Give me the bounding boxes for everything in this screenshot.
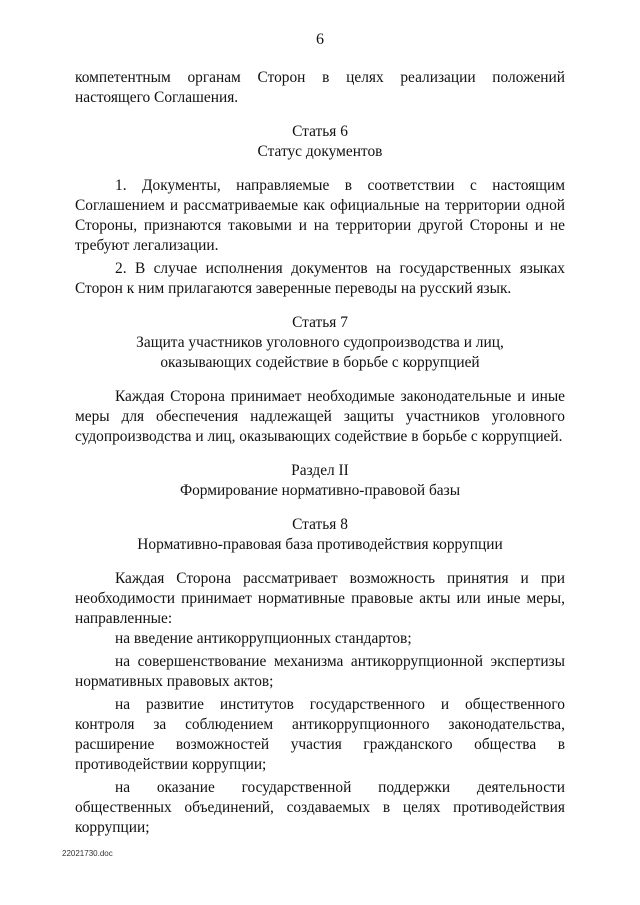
article-8-title: Статья 8 — [292, 516, 348, 533]
list-item: на развитие институтов государственного и общественного контроля за соблюдением антикоррупционного законодательства, расширение возможностей участия гражданского общества в противодействии коррупции; — [75, 696, 565, 773]
article-8-paragraph-1: Каждая Сторона рассматривает возможность принятия и при необходимости принимает нормативные правовые акты или иные меры, направленные: — [75, 570, 565, 627]
intro-paragraph: компетентным органам Сторон в целях реализации положений настоящего Соглашения. — [75, 69, 565, 106]
article-6-title: Статья 6 — [292, 123, 348, 140]
document-body — [75, 68, 565, 838]
article-6-paragraph-1: 1. Документы, направляемые в соответствии с настоящим Соглашением и рассматриваемые как официальные на территории одной Стороны, признаются таковыми и на территории другой Стороны и не требуют легализации. — [75, 177, 565, 254]
page-number: 6 — [316, 31, 324, 48]
article-8-measures-list — [75, 629, 565, 838]
list-item: на оказание государственной поддержки деятельности общественных объединений, создаваемых в целях противодействия коррупции; — [75, 779, 565, 836]
section-2-subtitle: Формирование нормативно-правовой базы — [179, 482, 461, 499]
list-item: на введение антикоррупционных стандартов; — [115, 630, 412, 647]
article-8-subtitle: Нормативно-правовая база противодействия коррупции — [137, 536, 503, 553]
article-7-title: Статья 7 — [292, 314, 348, 331]
article-6-paragraph-2: 2. В случае исполнения документов на государственных языках Сторон к ним прилагаются заверенные переводы на русский язык. — [75, 260, 565, 297]
section-2-title: Раздел II — [291, 462, 349, 479]
footer-filename: 22021730.doc — [62, 849, 113, 858]
list-item: на совершенствование механизма антикоррупционной экспертизы нормативных правовых актов; — [75, 653, 565, 690]
article-7-subtitle-line-2: оказывающих содействие в борьбе с коррупцией — [160, 354, 480, 371]
article-7-subtitle-line-1: Защита участников уголовного судопроизводства и лиц, — [136, 334, 504, 351]
article-6-subtitle: Статус документов — [257, 143, 383, 160]
article-7-paragraph-1: Каждая Сторона принимает необходимые законодательные и иные меры для обеспечения надлежащей защиты участников уголовного судопроизводства и лиц, оказывающих содействие в борьбе с коррупцией. — [75, 388, 565, 445]
